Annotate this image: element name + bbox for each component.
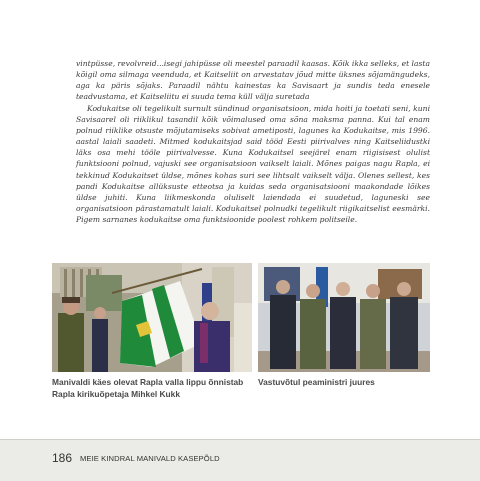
page-footer <box>0 439 480 481</box>
paragraph-2: Kodukaitse oli tegelikult surnult sündinud organisatsioon, mida hoiti ja toetati seni, kuni Savisaarel oli riiklikul tasandil kõik võimalused oma sõna maksma panna. Kui tal enam polnud riiklike otsuste mõjutamiseks sobivat ametiposti, lagunes ka Kodukaitse, mis 1996. aastal laiali saadeti. Mitmed kodukaitsjad said tööd Eesti piirivalves ning Kaitseliidustki läks osa mehi tööle piirivalvesse. Kuna Kodukaitsel seejärel enam riigisisest olulist funktsiooni polnud, vajuski see organisatsioon vaikselt laiali. Mõnes paigas nagu Rapla, ei tekkinud Kodukaitset üldse, mõnes kohas suri see lihtsalt vaikselt välja. Olenes sellest, kes pandi Kodukaitse allüksuste etteotsa ja kuidas seda organisatsiooni maakondade lõikes üldse juhiti. Kuna liikmeskonda oluliselt laiendada ei suudetud, laguneski see organisatsioon pärastamatult laiali. Kodukaitsel polnudki tegelikult riigikaitselist eesmärki. Pigem sarnanes kodukaitse oma funktsioonide poolest rohkem politseile. <box>76 103 430 225</box>
running-title: MEIE KINDRAL MANIVALD KASEPÕLD <box>80 454 220 463</box>
body-text <box>76 58 430 225</box>
photo-caption-left: Manivaldi käes olevat Rapla valla lippu õnnistab Rapla kirikuõpetaja Mihkel Kukk <box>52 377 244 399</box>
paragraph-1: vintpüsse, revolvreid...isegi jahipüsse oli meestel paraadil kaasas. Kõik ikka selleks, et lasta kõigil oma silmaga veenduda, et Kaitseliit on arvestatav jõud mitte üksnes sõjamängudeks, aga ka päris sõjaks. Paraadil nähtu kainestas ka Savisaart ja sundis teda enesele teadvustama, et Kaitseliitu ei suuda tema küll välja suretada <box>76 59 430 102</box>
photo-caption-right: Vastuvõtul peaministri juures <box>258 377 375 387</box>
page-number: 186 <box>52 451 73 465</box>
photo-flag-blessing <box>52 263 252 372</box>
photo-reception <box>258 263 430 372</box>
